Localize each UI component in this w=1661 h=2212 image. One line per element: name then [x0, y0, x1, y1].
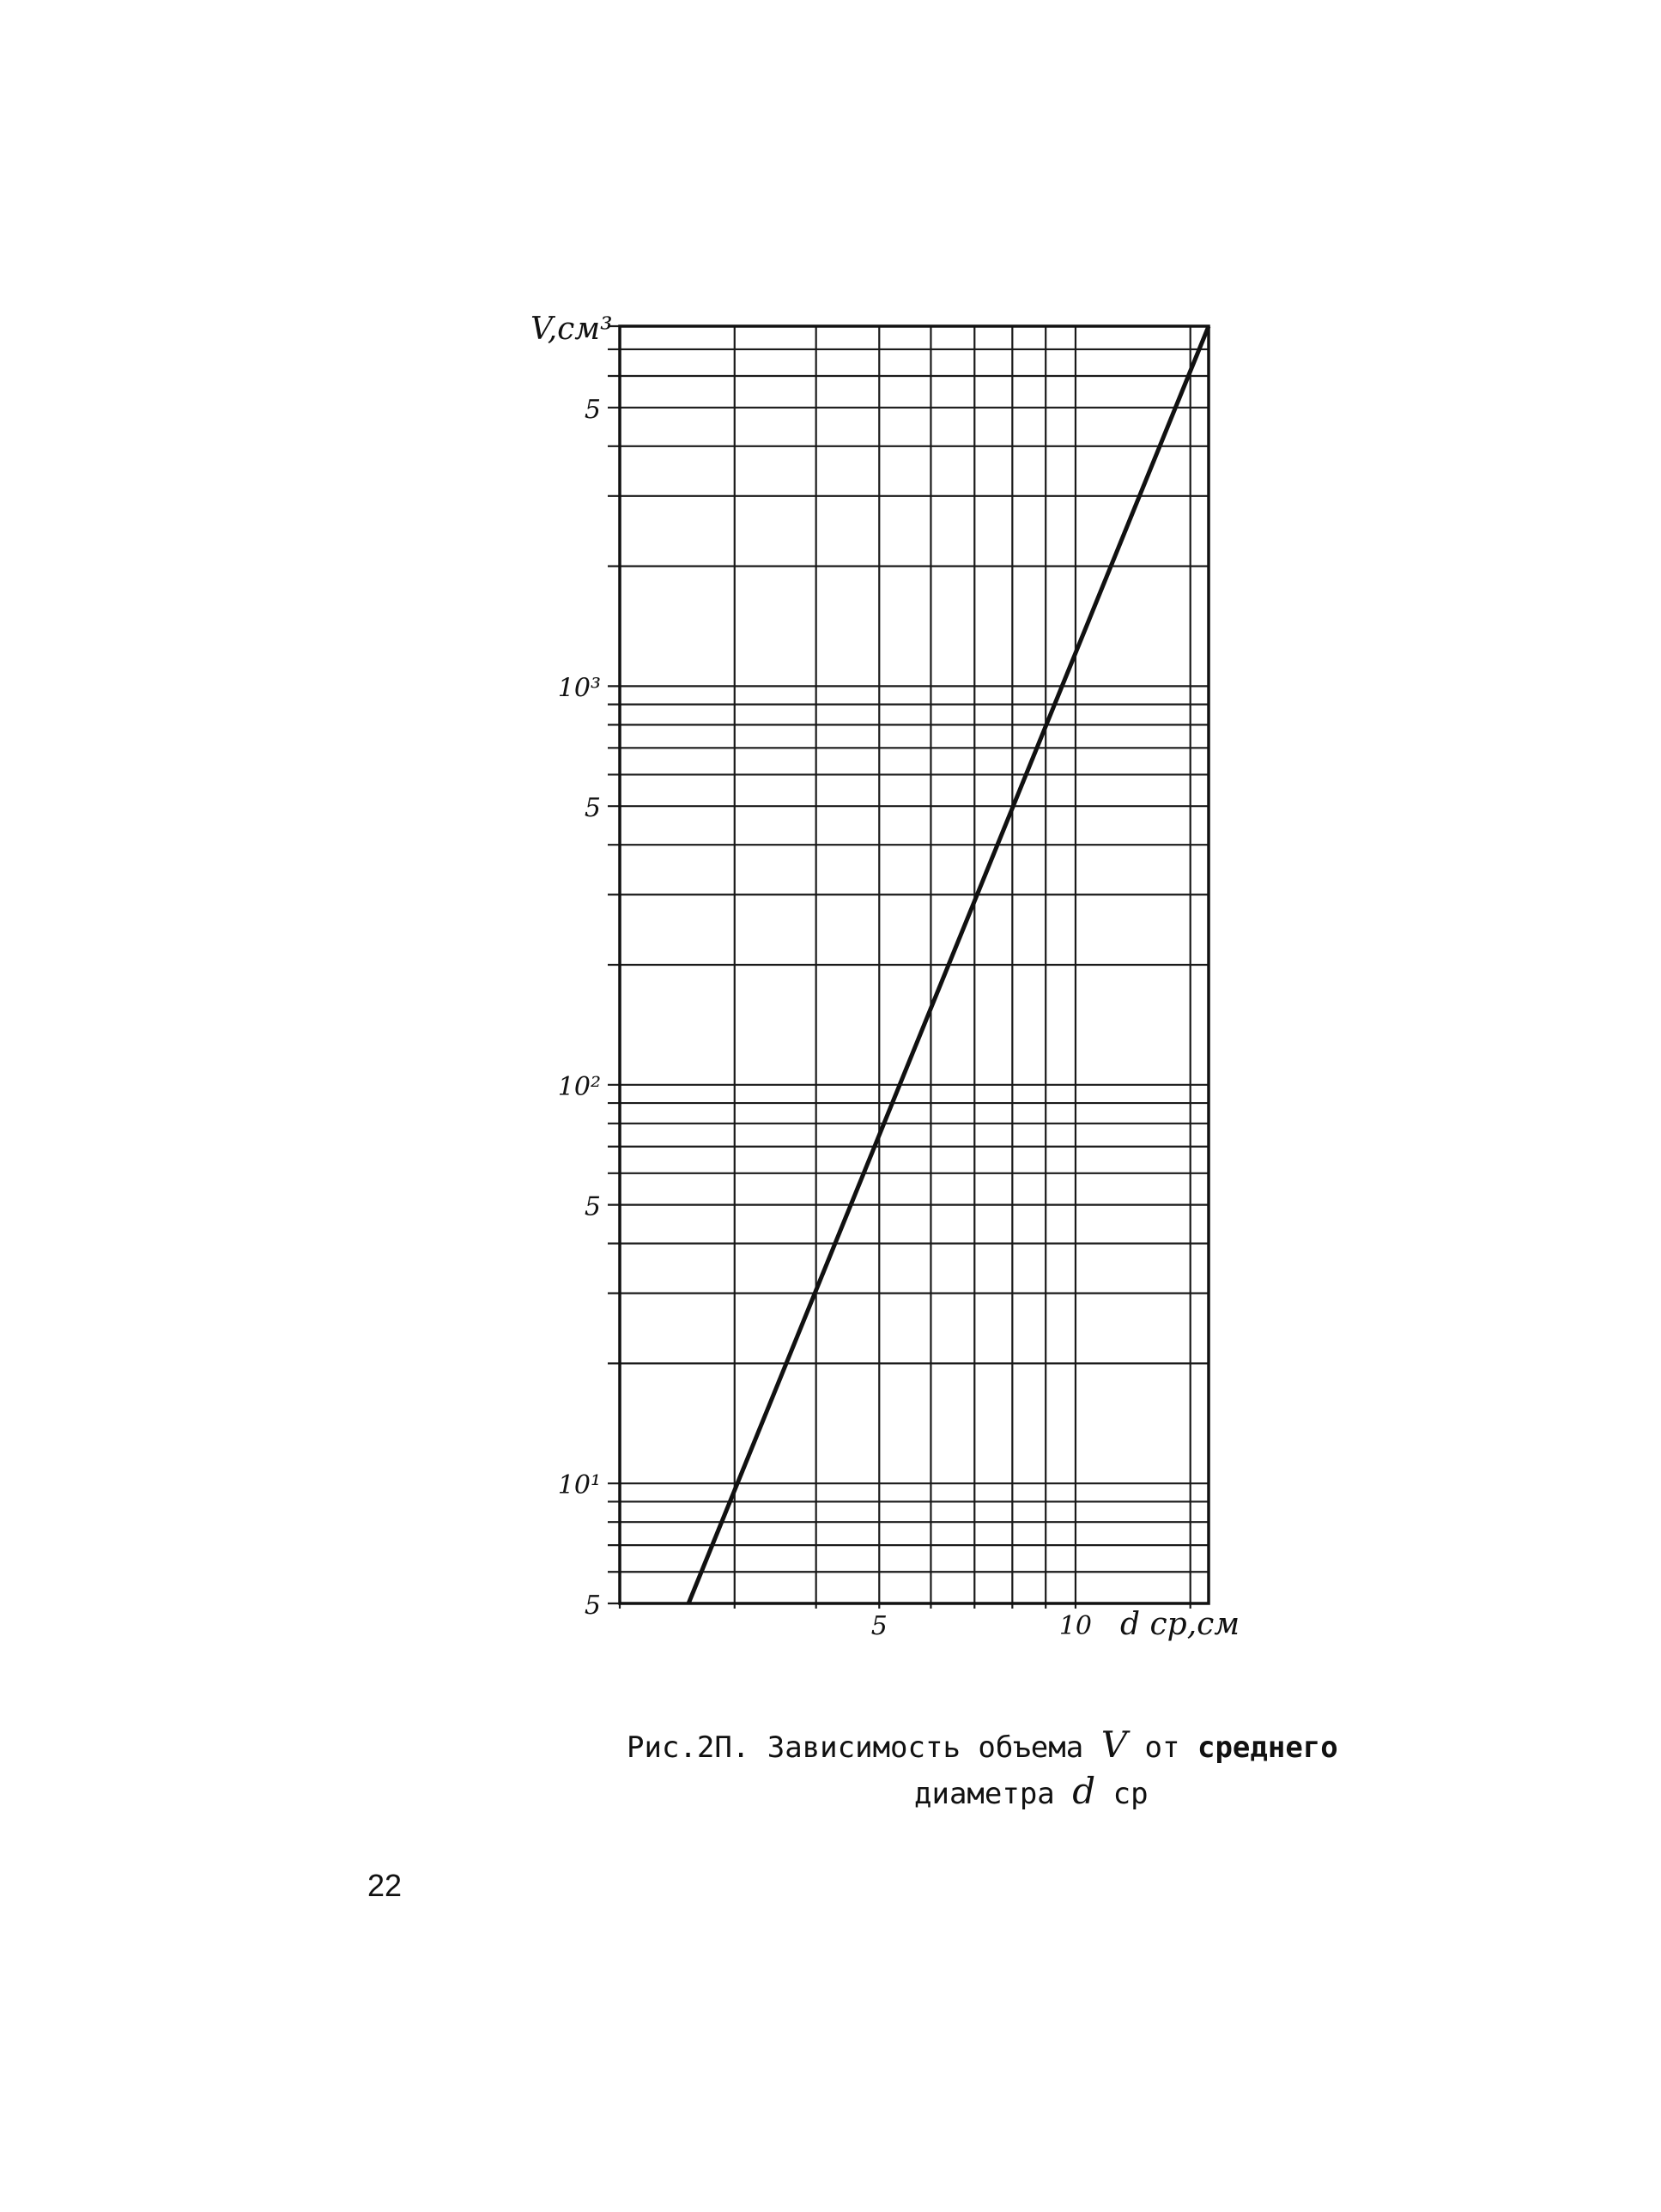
caption-diameter-symbol: d	[1072, 1770, 1096, 1812]
caption-middle: от	[1144, 1730, 1180, 1765]
caption-line2-prefix: диаметра	[914, 1777, 1055, 1811]
y-tick-label: 10³	[557, 673, 601, 704]
figure-caption-line-2	[914, 1770, 1149, 1812]
x-axis-label: d ср,см	[1120, 1607, 1240, 1642]
y-tick-labels	[558, 395, 601, 1621]
y-tick-label: 5	[584, 793, 601, 824]
figure-caption-line-1	[627, 1724, 1338, 1766]
y-tick-label: 5	[584, 394, 601, 425]
caption-volume-symbol: V	[1100, 1724, 1128, 1766]
page-number: 22	[367, 1868, 403, 1903]
caption-bold-word: среднего	[1197, 1730, 1338, 1765]
x-gridlines	[620, 326, 1191, 1609]
y-axis-label: V,см³	[530, 312, 613, 347]
x-tick-label: 10	[1058, 1611, 1093, 1641]
y-tick-label: 5	[584, 1191, 601, 1222]
y-tick-label: 10²	[557, 1071, 601, 1102]
caption-line2-suffix: ср	[1112, 1777, 1149, 1811]
x-tick-label: 5	[870, 1611, 888, 1641]
x-tick-labels	[871, 1611, 1092, 1641]
y-tick-label: 5	[584, 1591, 601, 1621]
caption-prefix: Рис.2П. Зависимость объема	[627, 1730, 1084, 1765]
y-tick-label: 10¹	[557, 1470, 601, 1501]
y-gridlines	[608, 326, 1209, 1603]
